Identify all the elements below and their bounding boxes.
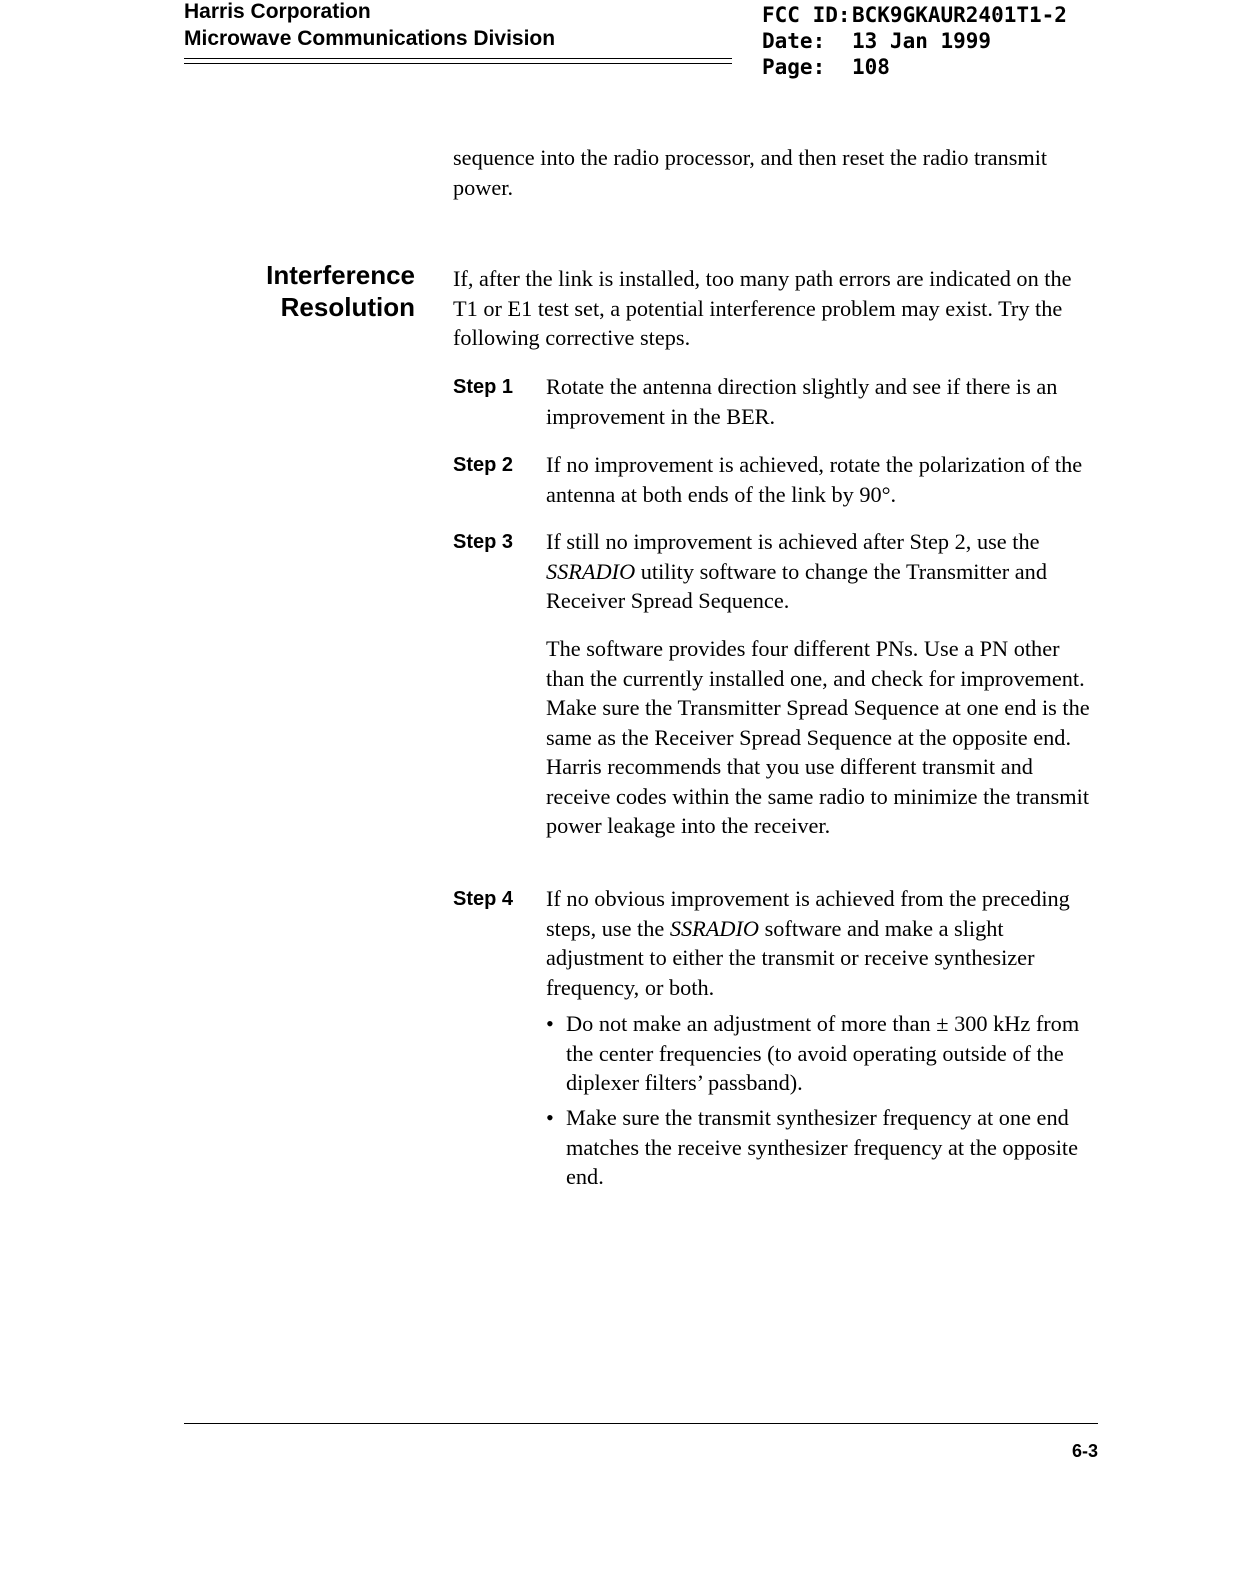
section-title-line2: Resolution [280,292,415,322]
footer-page-number: 6-3 [1071,1441,1098,1461]
step-label: Step 2 [453,454,514,476]
step-label: Step 3 [453,531,514,553]
fcc-id-row [762,2,1067,28]
division-name: Microwave Communications Division [184,27,556,50]
header-double-rule [184,58,732,64]
bullet-text: Do not make an adjustment of more than ± 300 kHz from the center frequencies (to avoid operating outside of the diplexer filters’ passband). [566,1011,1080,1095]
step-text-part: If still no improvement is achieved after Step 2, use the [546,529,1040,554]
date-row [762,28,1067,54]
software-name: SSRADIO [546,558,636,584]
software-name: SSRADIO [669,915,760,941]
step-text-part: If no obvious improvement is achieved from the preceding steps, use the [546,886,1070,941]
section-body: If, after the link is installed, too many path errors are indicated on the T1 or E1 test set, a potential interference problem may exist. Try the following corrective steps. [453,266,1072,350]
section-title-line1: Interference [266,260,415,290]
step-text-part: utility software to change the Transmitter and Receiver Spread Sequence. [546,558,1047,613]
step-text: If no improvement is achieved, rotate the polarization of the antenna at both ends of the link by 90°. [546,452,1083,507]
date-label: Date: [762,29,826,53]
step-text [546,884,1096,1002]
fcc-id-label: FCC ID: [762,3,851,27]
bullet-dot: • [546,1011,554,1036]
footer-rule [184,1423,1098,1424]
step-text [546,527,1096,616]
step-note: The software provides four different PNs. Use a PN other than the currently installed one, and check for improvement. Make sure the Transmitter Spread Sequence at one end is the same as the Receiver Spread Sequence at the opposite end. Harris recommends that you use different transmit and receive codes within the same radio to minimize the transmit power leakage into the receiver. [546,636,1090,838]
section-title [150,259,415,323]
header-company-block [184,0,555,52]
page-row [762,54,1067,80]
step-label: Step 4 [453,888,514,910]
bullet-text: Make sure the transmit synthesizer frequency at one end matches the receive synthesizer frequency at the opposite end. [566,1105,1078,1189]
date-value: 13 Jan 1999 [852,29,992,53]
step-label: Step 1 [453,376,514,398]
company-name: Harris Corporation [184,0,371,23]
fcc-id-value: BCK9GKAUR2401T1-2 [852,3,1067,27]
step-text: Rotate the antenna direction slightly and see if there is an improvement in the BER. [546,374,1058,429]
intro-paragraph: sequence into the radio processor, and then reset the radio transmit power. [453,145,1048,200]
page-label: Page: [762,55,826,79]
step-text-part: software and make a slight adjustment to either the transmit or receive synthesizer frequency, or both. [546,915,1035,1000]
page-value: 108 [852,55,890,79]
bullet-dot: • [546,1105,554,1130]
header-id-block [762,2,1067,80]
